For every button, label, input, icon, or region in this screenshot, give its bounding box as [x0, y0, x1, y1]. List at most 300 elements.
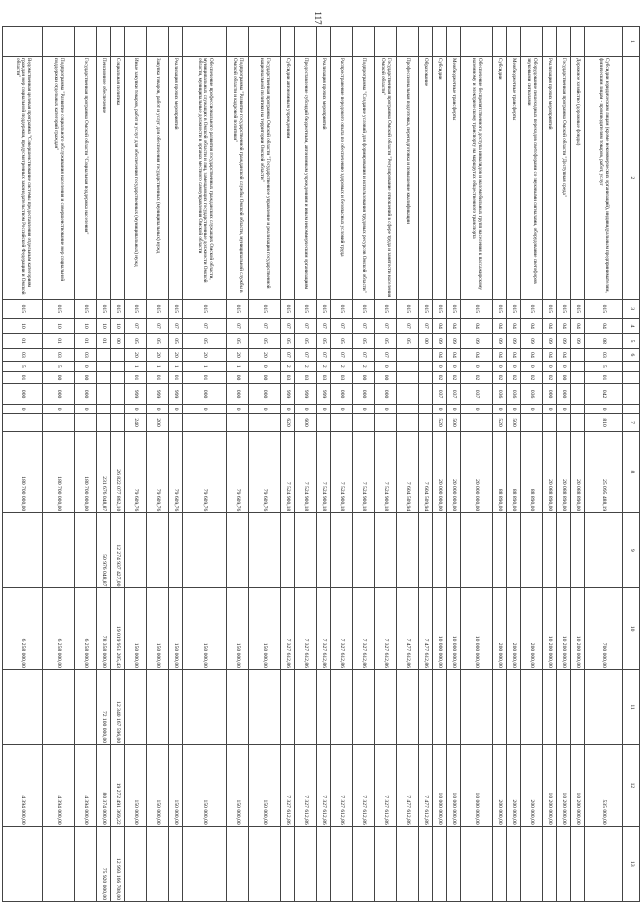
- cell-c8: 79 609,76: [227, 431, 249, 513]
- cell-s4: 000: [183, 384, 227, 404]
- cell-c12: 150 000,00: [169, 745, 183, 827]
- cell-c7: [75, 414, 97, 431]
- cell-c5: 00: [419, 334, 433, 349]
- cell-c11: [317, 669, 331, 744]
- item-name-cell: Дорожное хозяйство (дорожные фонды): [571, 57, 585, 300]
- cell-c8: 7 604 509,94: [397, 431, 419, 513]
- cell-c3: 015: [543, 299, 557, 318]
- cell-c5: 05: [169, 334, 183, 349]
- cell-c12: 10 200 000,00: [571, 745, 585, 827]
- cell-c11: [493, 669, 507, 744]
- cell-c9: [557, 513, 571, 588]
- table-row: [43, 27, 75, 902]
- item-name-cell: Предоставление субсидий бюджетным, автономным учреждениям и иным некоммерческим организациям: [295, 57, 317, 300]
- cell-c10: 150 000,00: [227, 588, 249, 670]
- cell-c9: [397, 513, 419, 588]
- cell-c7: [249, 414, 281, 431]
- cell-c10: 7 327 612,86: [331, 588, 353, 670]
- cell-s4: [97, 384, 111, 404]
- cell-s2: 0: [433, 361, 447, 371]
- cell-s1: 20: [249, 349, 281, 362]
- cell-c5: 05: [147, 334, 169, 349]
- row-number-cell: [3, 27, 43, 57]
- cell-s1: [111, 349, 125, 362]
- cell-s1: [397, 349, 419, 362]
- cell-c10: 10 200 000,00: [557, 588, 571, 670]
- cell-c11: [585, 669, 623, 744]
- cell-c8: 79 609,76: [125, 431, 147, 513]
- cell-c5: 05: [295, 334, 317, 349]
- cell-c3: 015: [183, 299, 227, 318]
- table-row: [521, 27, 543, 902]
- cell-c10: 7 327 612,86: [295, 588, 317, 670]
- cell-s1: 07: [295, 349, 317, 362]
- cell-c4: 10: [43, 318, 75, 333]
- cell-c13: [397, 826, 419, 901]
- cell-c7: [571, 414, 585, 431]
- cell-c7: [557, 414, 571, 431]
- cell-c5: 09: [461, 334, 493, 349]
- row-number-cell: [571, 27, 585, 57]
- row-number-cell: [169, 27, 183, 57]
- cell-c9: [295, 513, 317, 588]
- cell-c13: 12 993 166 708,00: [111, 826, 125, 901]
- cell-s2: 5: [43, 361, 75, 371]
- table-row: [585, 27, 623, 902]
- cell-s4: 000: [543, 384, 557, 404]
- cell-c13: [281, 826, 295, 901]
- cell-c7: 500: [447, 414, 461, 431]
- cell-c9: [493, 513, 507, 588]
- cell-c11: [3, 669, 43, 744]
- cell-c8: 20 000 000,00: [447, 431, 461, 513]
- cell-c3: 015: [507, 299, 521, 318]
- cell-c10: 150 000,00: [147, 588, 169, 670]
- cell-c9: [147, 513, 169, 588]
- column-header: 9: [623, 513, 640, 588]
- cell-c7: [169, 414, 183, 431]
- cell-c5: 09: [447, 334, 461, 349]
- cell-s4: [419, 384, 433, 404]
- cell-c9: 50 976 048,87: [97, 513, 111, 588]
- cell-c9: [447, 513, 461, 588]
- cell-s5: [397, 404, 419, 414]
- cell-s3: 02: [507, 371, 521, 384]
- cell-c5: 05: [183, 334, 227, 349]
- cell-s1: [419, 349, 433, 362]
- cell-c12: 200 000,00: [521, 745, 543, 827]
- cell-c12: 10 000 000,00: [461, 745, 493, 827]
- cell-c8: 79 609,76: [169, 431, 183, 513]
- table-row: [3, 27, 43, 902]
- cell-c13: [75, 826, 97, 901]
- cell-c12: 10 000 000,00: [433, 745, 447, 827]
- cell-c8: 7 604 509,94: [419, 431, 433, 513]
- cell-c12: 7 477 612,86: [397, 745, 419, 827]
- cell-s4: 036: [493, 384, 507, 404]
- cell-c12: 4 394 000,00: [43, 745, 75, 827]
- cell-c5: 05: [353, 334, 375, 349]
- cell-s3: 03: [317, 371, 331, 384]
- cell-c7: [3, 414, 43, 431]
- column-header: 1: [623, 27, 640, 57]
- cell-s5: 0: [183, 404, 227, 414]
- cell-c9: [43, 513, 75, 588]
- cell-c3: 015: [493, 299, 507, 318]
- cell-c4: 04: [543, 318, 557, 333]
- cell-c13: 75 920 000,00: [97, 826, 111, 901]
- cell-c13: [169, 826, 183, 901]
- cell-s3: 02: [461, 371, 493, 384]
- cell-c5: 08: [585, 334, 623, 349]
- item-name-cell: Межбюджетные трансферты: [447, 57, 461, 300]
- row-number-cell: [331, 27, 353, 57]
- item-name-cell: Подпрограмма "Развитие социального обслуживания населения и совершенствование мер социальной поддержки отдельных категорий граждан": [43, 57, 75, 300]
- cell-c13: [461, 826, 493, 901]
- cell-c3: 015: [557, 299, 571, 318]
- cell-s2: 5: [585, 361, 623, 371]
- cell-c13: [125, 826, 147, 901]
- cell-s1: 20: [227, 349, 249, 362]
- cell-c10: 10 000 000,00: [461, 588, 493, 670]
- cell-c7: 520: [433, 414, 447, 431]
- item-name-cell: Социальная политика: [111, 57, 125, 300]
- cell-s3: 02: [493, 371, 507, 384]
- cell-c10: 10 000 000,00: [433, 588, 447, 670]
- row-number-cell: [295, 27, 317, 57]
- table-row: [169, 27, 183, 902]
- cell-c8: 7 524 900,18: [295, 431, 317, 513]
- item-name-cell: Ведомственная целевая программа "Совершенствование системы предоставления отдельным категориям граждан мер социальной поддержки, предусмотренных законодательством Российской Федерации и Омской области": [3, 57, 43, 300]
- cell-c11: [507, 669, 521, 744]
- cell-s2: [571, 361, 585, 371]
- cell-c7: 620: [281, 414, 295, 431]
- item-name-cell: Иные закупки товаров, работ и услуг для обеспечения государственных (муниципальных) нужд: [125, 57, 147, 300]
- cell-c13: [3, 826, 43, 901]
- cell-c7: [97, 414, 111, 431]
- item-name-cell: Государственная программа Омской области "Доступная среда": [557, 57, 571, 300]
- table-row: [295, 27, 317, 902]
- column-header: 13: [623, 826, 640, 901]
- table-row: [147, 27, 169, 902]
- cell-c10: 200 000,00: [521, 588, 543, 670]
- cell-c4: 07: [169, 318, 183, 333]
- cell-s5: 0: [433, 404, 447, 414]
- cell-c4: 04: [493, 318, 507, 333]
- item-name-cell: Обеспечение профессионального развития государственных гражданских служащих Омской области, муниципальных служащих в Омской области и лиц, замещающих государственные должности Омской области, муниципальные должности в органах местного самоуправления Омской области: [183, 57, 227, 300]
- cell-s3: 02: [433, 371, 447, 384]
- cell-s4: [111, 384, 125, 404]
- cell-c9: [183, 513, 227, 588]
- cell-s5: 0: [557, 404, 571, 414]
- cell-c3: 015: [281, 299, 295, 318]
- table-row: [507, 27, 521, 902]
- row-number-cell: [419, 27, 433, 57]
- cell-s3: 02: [521, 371, 543, 384]
- cell-s5: 0: [447, 404, 461, 414]
- cell-c9: [75, 513, 97, 588]
- cell-c4: 07: [331, 318, 353, 333]
- item-name-cell: Субсидии автономным учреждениям: [281, 57, 295, 300]
- cell-s2: [97, 361, 111, 371]
- cell-s5: 0: [125, 404, 147, 414]
- cell-c11: [447, 669, 461, 744]
- cell-c7: [227, 414, 249, 431]
- cell-c3: 015: [331, 299, 353, 318]
- item-name-cell: Государственная программа Омской области "Государственное управление и реализация государственной национальной политики на территории Омской области": [249, 57, 281, 300]
- table-row: [493, 27, 507, 902]
- cell-s2: 1: [147, 361, 169, 371]
- cell-s4: 000: [353, 384, 375, 404]
- cell-c4: 04: [507, 318, 521, 333]
- cell-s2: 1: [183, 361, 227, 371]
- cell-s5: 0: [249, 404, 281, 414]
- cell-s3: 01: [585, 371, 623, 384]
- cell-c10: 7 327 612,86: [353, 588, 375, 670]
- cell-s4: 000: [331, 384, 353, 404]
- cell-s5: 0: [507, 404, 521, 414]
- cell-c4: 04: [433, 318, 447, 333]
- cell-s1: 04: [461, 349, 493, 362]
- cell-c13: [353, 826, 375, 901]
- row-number-cell: [433, 27, 447, 57]
- cell-c9: [521, 513, 543, 588]
- cell-c9: [461, 513, 493, 588]
- cell-s1: 03: [43, 349, 75, 362]
- table-row: [125, 27, 147, 902]
- cell-s1: [97, 349, 111, 362]
- cell-c4: 04: [571, 318, 585, 333]
- cell-c4: 04: [447, 318, 461, 333]
- cell-c12: 7 327 612,86: [375, 745, 397, 827]
- row-number-cell: [97, 27, 111, 57]
- cell-s1: 20: [147, 349, 169, 362]
- cell-s5: 0: [147, 404, 169, 414]
- cell-c4: 07: [317, 318, 331, 333]
- cell-s1: 04: [543, 349, 557, 362]
- cell-c11: [433, 669, 447, 744]
- cell-c3: 015: [111, 299, 125, 318]
- cell-c5: 05: [317, 334, 331, 349]
- cell-s3: 03: [295, 371, 317, 384]
- cell-c8: 20 088 890,00: [557, 431, 571, 513]
- item-name-cell: Субсидии: [433, 57, 447, 300]
- cell-s4: 037: [433, 384, 447, 404]
- cell-s5: 0: [3, 404, 43, 414]
- cell-s1: 07: [317, 349, 331, 362]
- cell-c5: 05: [331, 334, 353, 349]
- cell-c5: 01: [43, 334, 75, 349]
- cell-s4: 036: [521, 384, 543, 404]
- cell-s1: 07: [331, 349, 353, 362]
- cell-s4: 000: [249, 384, 281, 404]
- cell-c10: 7 477 612,86: [397, 588, 419, 670]
- cell-c12: 10 200 000,00: [557, 745, 571, 827]
- cell-c3: 015: [419, 299, 433, 318]
- cell-s5: 0: [75, 404, 97, 414]
- item-name-cell: Обеспечение беспрепятственного доступа инвалидов и маломобильных групп населения к пассажирскому наземному и электрическому транспорту на маршрутах общественного транспорта: [461, 57, 493, 300]
- cell-c3: 015: [249, 299, 281, 318]
- cell-c11: [397, 669, 419, 744]
- cell-c9: [419, 513, 433, 588]
- cell-s3: 01: [169, 371, 183, 384]
- cell-c10: 6 258 000,00: [3, 588, 43, 670]
- column-header: [623, 404, 640, 414]
- cell-s4: 999: [169, 384, 183, 404]
- cell-c8: 7 524 900,18: [281, 431, 295, 513]
- cell-c9: [375, 513, 397, 588]
- cell-s5: 0: [493, 404, 507, 414]
- cell-c12: 4 394 000,00: [3, 745, 43, 827]
- item-name-cell: Подпрограмма "Развитие государственной гражданской службы Омской области, муниципальной службы в Омской области и кадровой политики": [227, 57, 249, 300]
- cell-c8: 79 609,76: [249, 431, 281, 513]
- cell-s1: 03: [75, 349, 97, 362]
- cell-c8: 25 095 488,19: [585, 431, 623, 513]
- cell-s3: 03: [281, 371, 295, 384]
- cell-s2: [111, 361, 125, 371]
- cell-c9: [585, 513, 623, 588]
- cell-s1: 04: [493, 349, 507, 362]
- cell-s2: [397, 361, 419, 371]
- cell-c3: 015: [295, 299, 317, 318]
- cell-c3: 015: [43, 299, 75, 318]
- cell-c3: 015: [169, 299, 183, 318]
- cell-c7: [317, 414, 331, 431]
- cell-c7: [331, 414, 353, 431]
- column-header: 10: [623, 588, 640, 670]
- cell-c4: 07: [227, 318, 249, 333]
- cell-s4: 000: [43, 384, 75, 404]
- cell-s1: 03: [3, 349, 43, 362]
- cell-c13: [317, 826, 331, 901]
- cell-s4: 999: [147, 384, 169, 404]
- cell-s5: 0: [317, 404, 331, 414]
- cell-c12: 150 000,00: [125, 745, 147, 827]
- cell-c5: 09: [571, 334, 585, 349]
- cell-s1: 04: [447, 349, 461, 362]
- cell-s2: 2: [281, 361, 295, 371]
- cell-c7: 810: [585, 414, 623, 431]
- cell-c3: 015: [227, 299, 249, 318]
- cell-c4: 07: [397, 318, 419, 333]
- cell-c10: 6 258 000,00: [75, 588, 97, 670]
- cell-c9: 12 274 937 427,00: [111, 513, 125, 588]
- cell-c7: 600: [295, 414, 317, 431]
- cell-s1: 20: [125, 349, 147, 362]
- cell-c13: [375, 826, 397, 901]
- cell-c8: 7 524 900,18: [331, 431, 353, 513]
- cell-c9: [227, 513, 249, 588]
- row-number-cell: [461, 27, 493, 57]
- cell-c3: 015: [433, 299, 447, 318]
- cell-c12: 7 327 612,86: [317, 745, 331, 827]
- column-header: 12: [623, 745, 640, 827]
- cell-c13: [249, 826, 281, 901]
- cell-c9: [125, 513, 147, 588]
- cell-s3: 01: [3, 371, 43, 384]
- item-name-cell: Реализация прочих мероприятий: [317, 57, 331, 300]
- cell-c4: 10: [97, 318, 111, 333]
- cell-c12: 10 200 000,00: [543, 745, 557, 827]
- cell-c9: [317, 513, 331, 588]
- cell-s2: 0: [447, 361, 461, 371]
- cell-s2: 2: [295, 361, 317, 371]
- cell-s5: [571, 404, 585, 414]
- row-number-cell: [147, 27, 169, 57]
- cell-c7: [397, 414, 419, 431]
- cell-s3: 00: [557, 371, 571, 384]
- cell-s5: 0: [295, 404, 317, 414]
- cell-c11: 12 340 167 596,00: [111, 669, 125, 744]
- cell-s5: 0: [375, 404, 397, 414]
- cell-s2: 0: [461, 361, 493, 371]
- cell-c10: 150 000,00: [125, 588, 147, 670]
- cell-c4: 04: [461, 318, 493, 333]
- cell-c4: 07: [147, 318, 169, 333]
- table-row: [111, 27, 125, 902]
- cell-c9: [353, 513, 375, 588]
- row-number-cell: [75, 27, 97, 57]
- cell-c4: 07: [419, 318, 433, 333]
- cell-s3: 01: [183, 371, 227, 384]
- cell-c9: [331, 513, 353, 588]
- cell-s4: 037: [461, 384, 493, 404]
- cell-c11: 72 100 000,00: [97, 669, 111, 744]
- cell-s3: [571, 371, 585, 384]
- cell-c3: 015: [3, 299, 43, 318]
- row-number-cell: [183, 27, 227, 57]
- cell-c9: [249, 513, 281, 588]
- cell-c9: [571, 513, 585, 588]
- cell-c13: [147, 826, 169, 901]
- cell-s1: 04: [433, 349, 447, 362]
- cell-c10: 19 019 951 205,43: [111, 588, 125, 670]
- cell-s5: 0: [281, 404, 295, 414]
- cell-c10: 78 358 000,00: [97, 588, 111, 670]
- page-number: 117: [313, 11, 323, 25]
- cell-s2: 1: [169, 361, 183, 371]
- cell-c11: [75, 669, 97, 744]
- cell-c7: [419, 414, 433, 431]
- item-name-cell: Пенсионное обеспечение: [97, 57, 111, 300]
- cell-s3: [419, 371, 433, 384]
- cell-c8: 180 700 000,00: [3, 431, 43, 513]
- table-row: [249, 27, 281, 902]
- cell-c11: [557, 669, 571, 744]
- row-number-cell: [43, 27, 75, 57]
- cell-c9: [169, 513, 183, 588]
- row-number-cell: [493, 27, 507, 57]
- table-row: [331, 27, 353, 902]
- row-number-cell: [507, 27, 521, 57]
- table-row: [75, 27, 97, 902]
- item-name-cell: Межбюджетные трансферты: [507, 57, 521, 300]
- cell-c10: 7 477 612,86: [419, 588, 433, 670]
- cell-c12: 200 000,00: [493, 745, 507, 827]
- item-name-cell: Реализация прочих мероприятий: [169, 57, 183, 300]
- cell-c4: 10: [75, 318, 97, 333]
- cell-c12: 200 000,00: [507, 745, 521, 827]
- row-number-cell: [447, 27, 461, 57]
- cell-c8: 180 700 000,00: [43, 431, 75, 513]
- cell-c10: 6 258 000,00: [43, 588, 75, 670]
- cell-s2: 2: [353, 361, 375, 371]
- row-number-cell: [353, 27, 375, 57]
- row-number-cell: [111, 27, 125, 57]
- cell-c4: 07: [281, 318, 295, 333]
- cell-s1: [571, 349, 585, 362]
- cell-c5: 09: [507, 334, 521, 349]
